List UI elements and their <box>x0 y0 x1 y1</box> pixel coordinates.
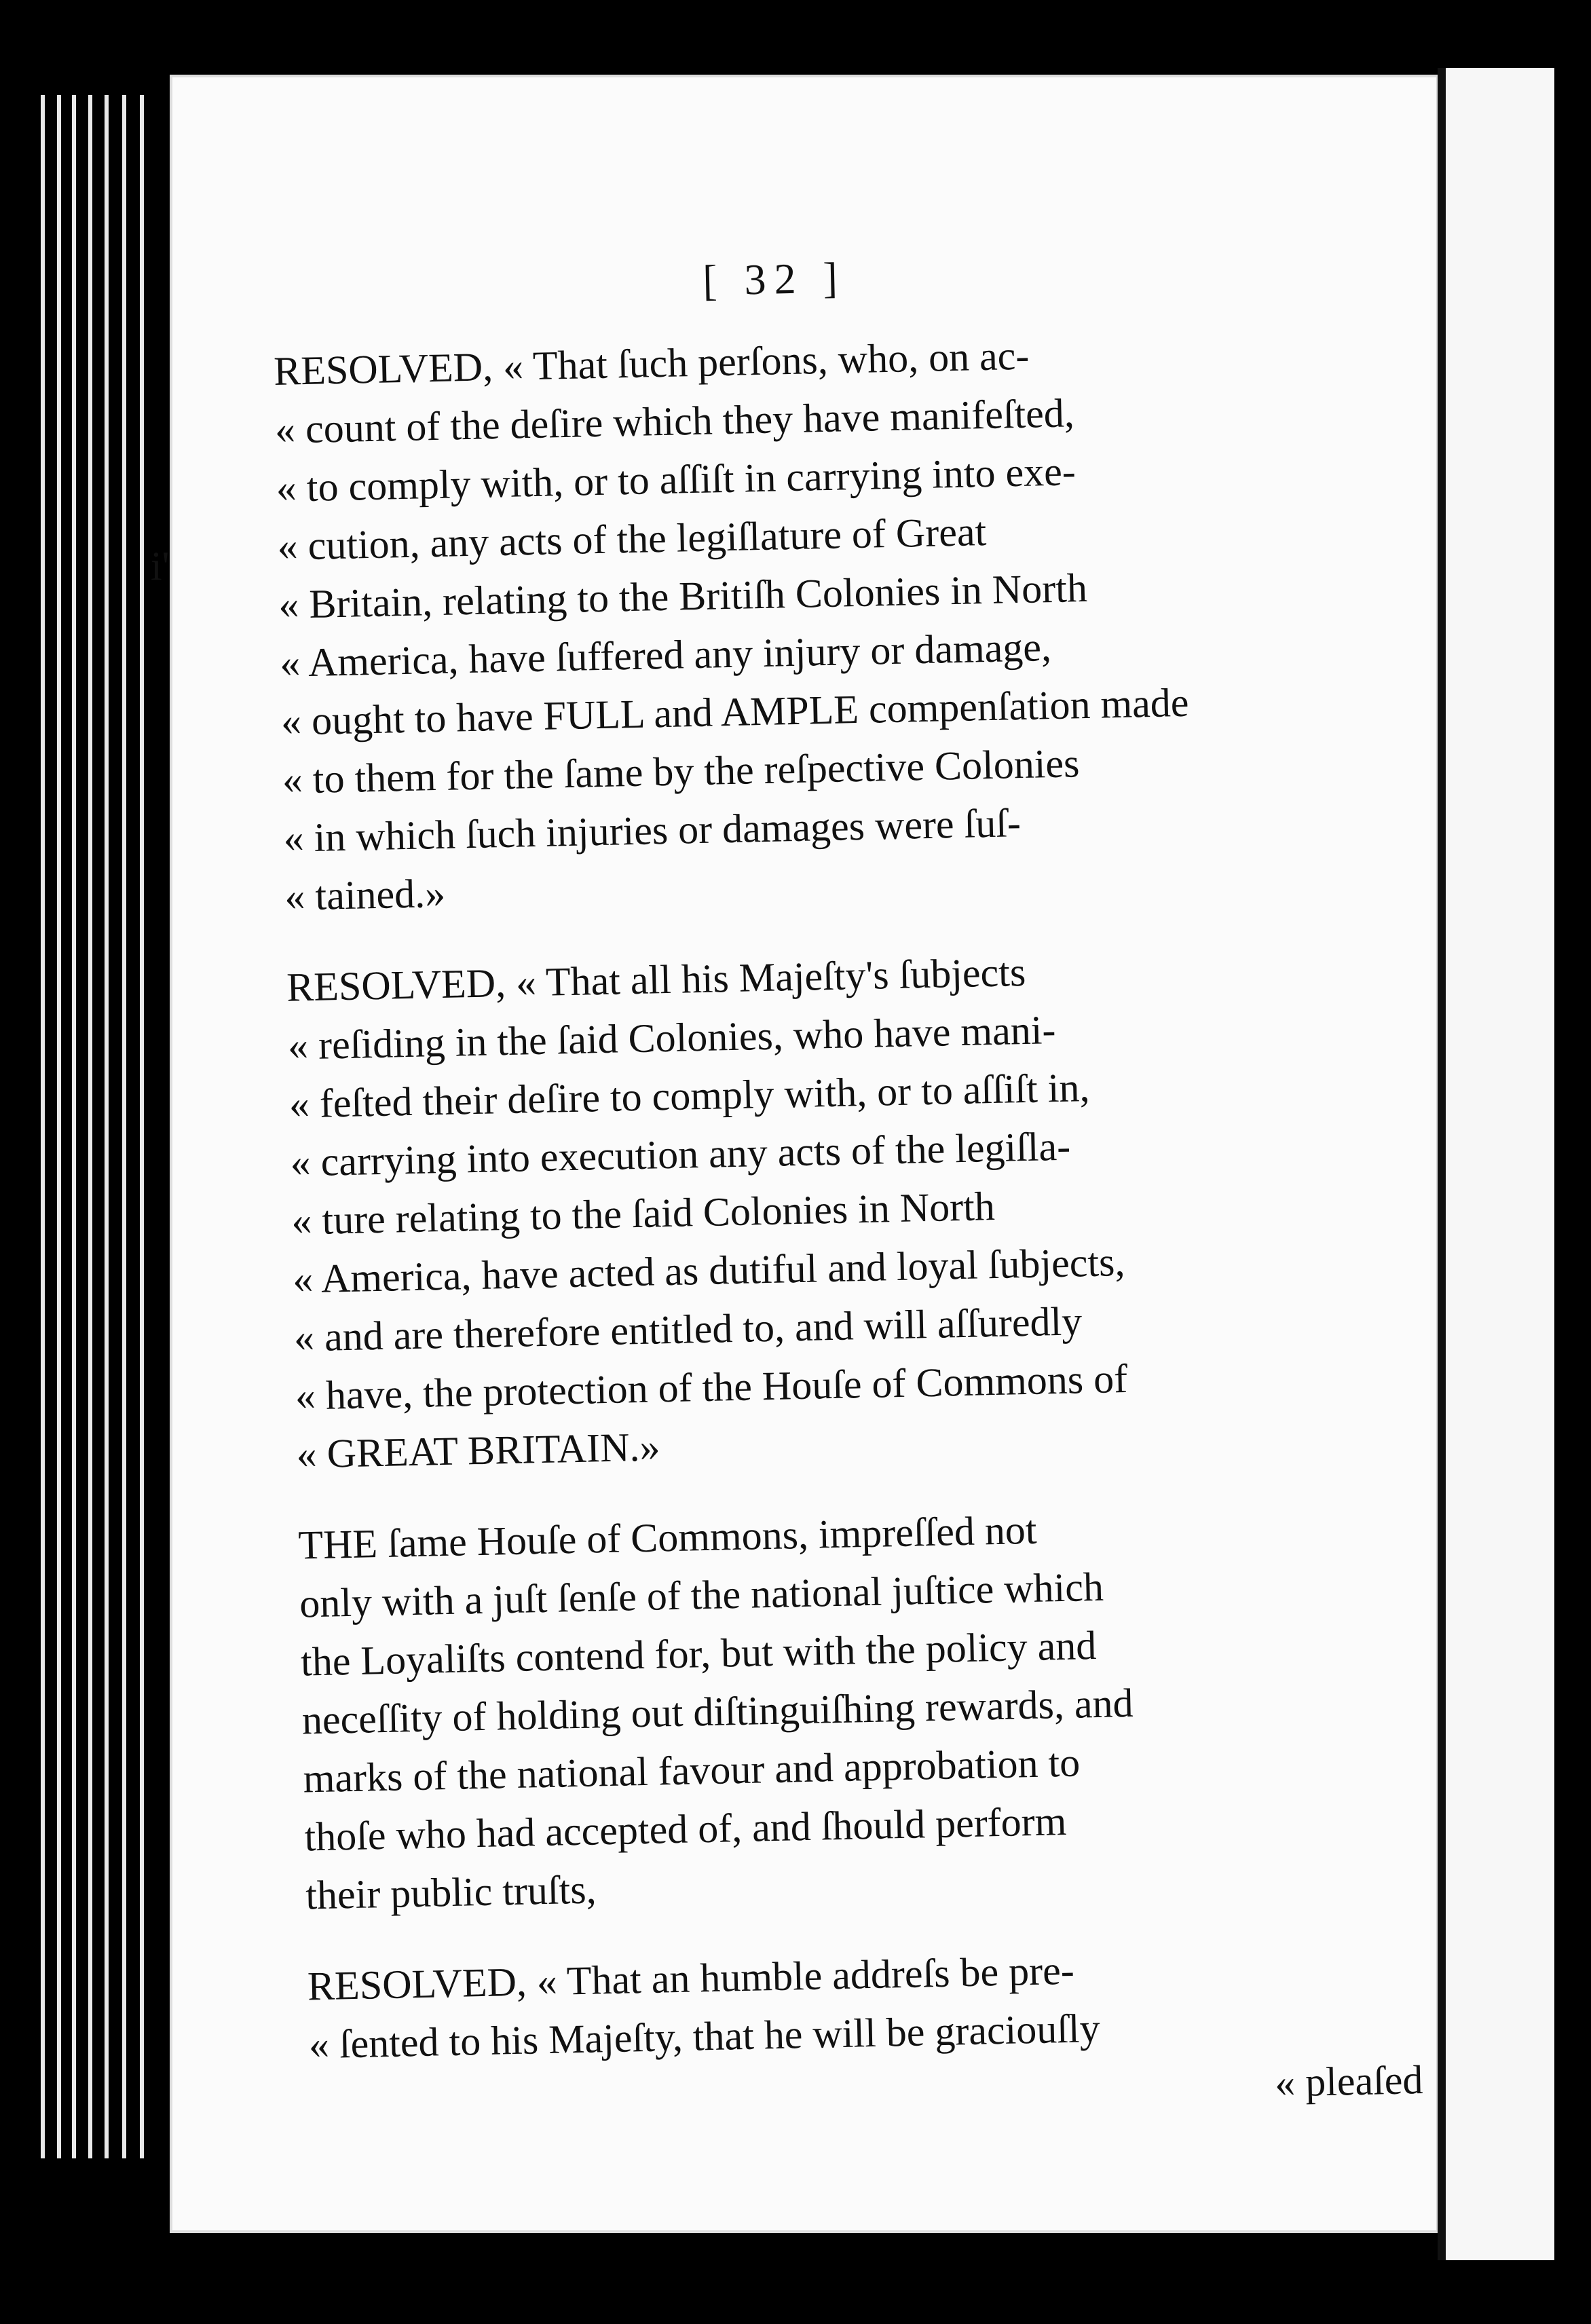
text-line: « to comply with, or to aſſiſt in carrying into exe- <box>276 449 1077 510</box>
text-line: « carrying into execution any acts of the legiſla- <box>290 1123 1071 1185</box>
text-line: « America, have ſuffered any injury or damage, <box>279 624 1052 686</box>
text-line: marks of the national favour and approbation to <box>303 1740 1081 1801</box>
page-text <box>272 242 1424 2165</box>
paragraph-2 <box>286 935 1410 1483</box>
text-line: only with a juſt ſenſe of the national juſtice which <box>299 1564 1104 1626</box>
page-edge <box>57 95 61 2158</box>
text-line: « ſented to his Majeſty, that he will be graciouſly <box>308 2006 1101 2067</box>
text-line: neceſſity of holding out diſtinguiſhing rewards, and <box>301 1680 1134 1743</box>
text-line: « America, have acted as dutiful and loyal ſubjects, <box>292 1239 1125 1302</box>
text-line: « tained.» <box>284 870 446 919</box>
page-edge <box>72 95 76 2158</box>
text-line: « in which ſuch injuries or damages were ſuſ- <box>283 800 1022 861</box>
page-edge <box>122 95 126 2158</box>
page-edge <box>88 95 92 2158</box>
book-gutter <box>1438 68 1446 2260</box>
text-line: « have, the protection of the Houſe of Commons of <box>295 1355 1128 1419</box>
text-line: the Loyaliſts contend for, but with the policy and <box>300 1623 1097 1685</box>
text-line: « cution, any acts of the legiſlature of Great <box>277 509 987 569</box>
text-line: « ture relating to the ſaid Colonies in North <box>291 1183 996 1243</box>
text-line: « count of the deſire which they have manifeſted, <box>274 390 1075 452</box>
paragraph-4 <box>307 1934 1423 2132</box>
text-line: « to them for the ſame by the reſpective Colonies <box>282 741 1081 802</box>
text-line: « reſiding in the ſaid Colonies, who have mani- <box>287 1007 1057 1068</box>
text-line: RESOLVED, « That ſuch perſons, who, on ac- <box>273 333 1030 394</box>
paragraph-1 <box>273 319 1398 926</box>
paragraph-3 <box>298 1493 1419 1924</box>
text-line: thoſe who had accepted of, and ſhould perform <box>303 1798 1067 1860</box>
text-line: « GREAT BRITAIN.» <box>296 1424 661 1477</box>
page-number: [ 32 ] <box>702 253 846 305</box>
text-line: their public truſts, <box>305 1867 597 1918</box>
page-edge <box>140 95 144 2158</box>
page-edges <box>41 95 176 2158</box>
text-line: THE ſame Houſe of Commons, impreſſed not <box>297 1507 1038 1568</box>
margin-mark: i' <box>151 544 170 588</box>
facing-page <box>1446 68 1554 2260</box>
text-line: « and are therefore entitled to, and will aſſuredly <box>293 1298 1083 1360</box>
text-line: « Britain, relating to the Britiſh Colonies in North <box>278 565 1088 627</box>
text-line: « feſted their deſire to comply with, or to aſſiſt in, <box>288 1065 1091 1127</box>
text-line: « ought to have FULL and AMPLE compenſation made <box>280 679 1190 744</box>
text-line: RESOLVED, « That all his Majeſty's ſubjects <box>286 949 1026 1010</box>
page-edge <box>105 95 109 2158</box>
catchword: « pleaſed <box>1274 2057 1424 2105</box>
text-line: RESOLVED, « That an humble addreſs be pre- <box>307 1947 1075 2009</box>
page-edge <box>41 95 45 2158</box>
